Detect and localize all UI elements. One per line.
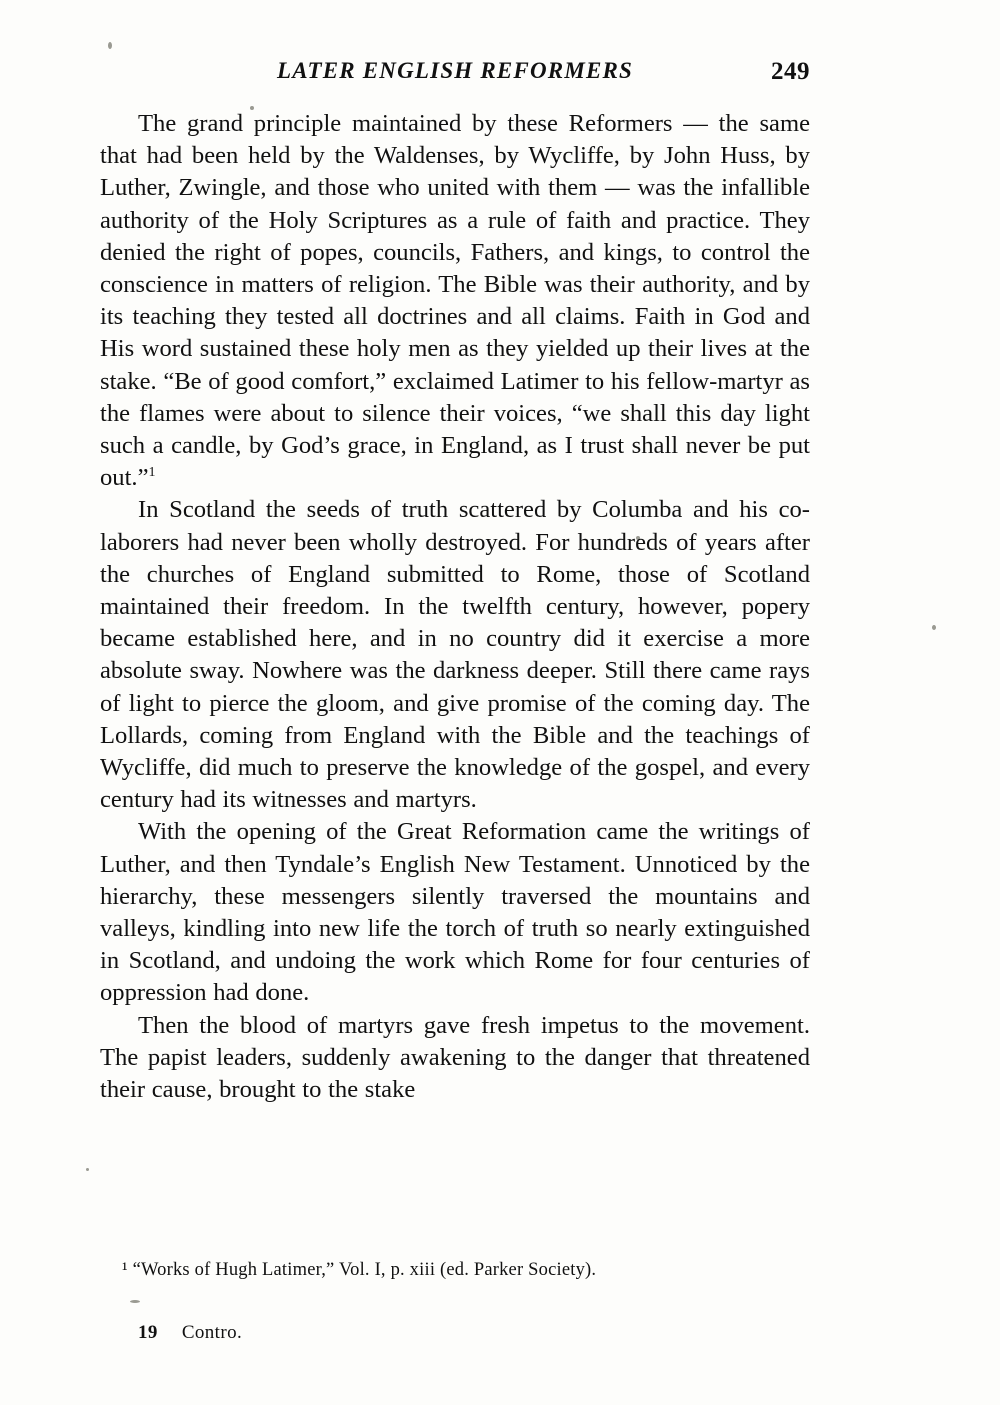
signature-mark xyxy=(138,1322,242,1344)
page-number: 249 xyxy=(771,58,810,85)
running-head xyxy=(100,58,810,92)
page-speck xyxy=(86,1168,89,1171)
signature-number: 19 xyxy=(138,1322,158,1343)
paragraph-text: The grand principle maintained by these Reformers — the same that had been held by the Waldenses, by Wycliffe, by John Huss, by Luther, Zwingle, and those who united with them — was the infallible authority of the Holy Scriptures as a rule of faith and practice. They denied the right of popes, councils, Fathers, and kings, to control the conscience in matters of religion. The Bible was their authority, and by its teaching they tested all doctrines and all claims. Faith in God and His word sustained these holy men as they yielded up their lives at the stake. “Be of good comfort,” exclaimed Latimer to his fellow-martyr as the flames were about to silence their voices, “we shall this day light such a candle, by God’s grace, in England, as I trust shall never be put out.” xyxy=(100,110,810,492)
page-speck xyxy=(932,625,936,630)
running-head-title: LATER ENGLISH REFORMERS xyxy=(276,58,634,83)
paragraph xyxy=(100,108,810,494)
body-text xyxy=(100,108,810,1106)
paragraph: In Scotland the seeds of truth scattered by Columba and his co-laborers had never been wholly destroyed. For hundreds of years after the churches of England submitted to Rome, those of Scotland maintained their freedom. In the twelfth century, however, popery became established here, and in no country did it exercise a more absolute sway. Nowhere was the darkness deeper. Still there came rays of light to pierce the gloom, and give promise of the coming day. The Lollards, coming from England with the Bible and the teachings of Wycliffe, did much to preserve the knowledge of the gospel, and every century had its witnesses and martyrs. xyxy=(100,496,810,814)
footnote-reference: 1 xyxy=(148,465,156,481)
page-content xyxy=(100,0,810,1405)
footnote: ¹ “Works of Hugh Latimer,” Vol. I, p. xiii (ed. Parker Society). xyxy=(122,1260,597,1280)
paragraph: Then the blood of martyrs gave fresh impetus to the movement. The papist leaders, suddenly awakening to the danger that threatened their cause, brought to the stake xyxy=(100,1011,810,1104)
paragraph: With the opening of the Great Reformation came the writings of Luther, and then Tyndale’s English New Testament. Unnoticed by the hierarchy, these messengers silently traversed the mountains and valleys, kindling into new life the torch of truth so nearly extinguished in Scotland, and undoing the work which Rome for four centuries of oppression had done. xyxy=(100,818,810,1007)
signature-word: Contro. xyxy=(181,1322,243,1343)
